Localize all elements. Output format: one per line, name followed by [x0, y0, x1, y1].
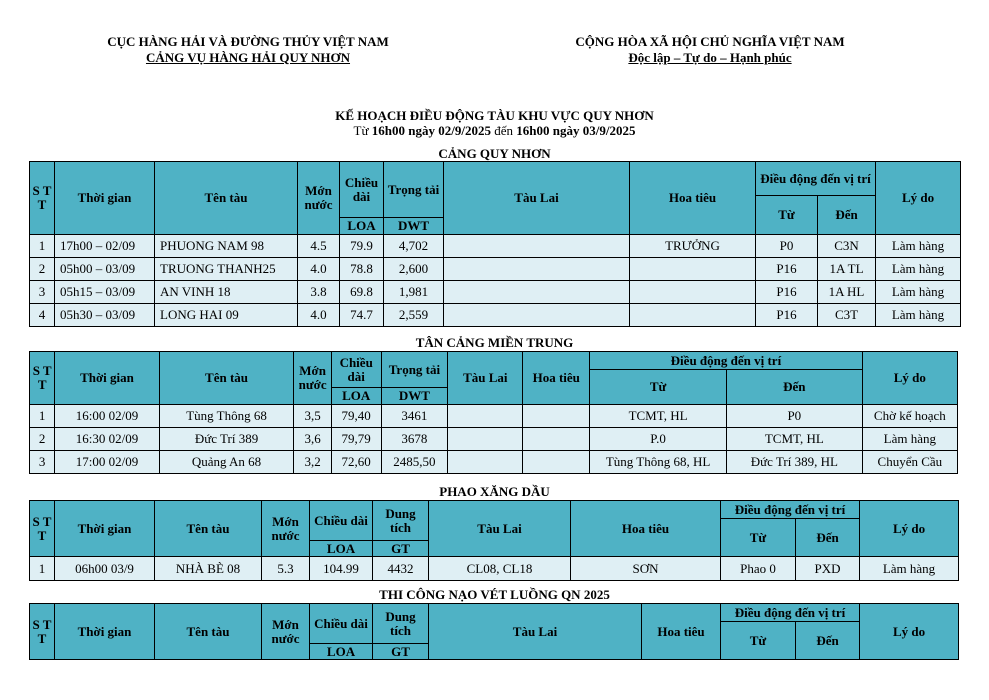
- header-gt: GT: [373, 644, 429, 660]
- cell-from: P16: [756, 281, 818, 304]
- cell-draft: 3,2: [294, 451, 331, 474]
- header-stt: S T T: [30, 501, 55, 557]
- cell-tug: [448, 405, 523, 428]
- cell-draft: 4.0: [298, 258, 340, 281]
- header-ship-name: Tên tàu: [155, 162, 298, 235]
- cell-reason: Làm hàng: [862, 428, 957, 451]
- header-stt: S T T: [30, 604, 55, 660]
- cell-reason: Chuyển Cầu: [862, 451, 957, 474]
- header-capacity: Dung tích: [373, 501, 429, 541]
- header-tug: Tàu Lai: [429, 501, 571, 557]
- cell-draft: 5.3: [262, 557, 310, 581]
- header-reason: Lý do: [876, 162, 961, 235]
- cell-from: Tùng Thông 68, HL: [590, 451, 727, 474]
- cell-dwt: 2485,50: [381, 451, 448, 474]
- cell-time: 17:00 02/09: [55, 451, 159, 474]
- cell-from: P16: [756, 304, 818, 327]
- header-tonnage: Trọng tải: [381, 352, 448, 388]
- cell-from: P.0: [590, 428, 727, 451]
- header-stt: S T T: [30, 352, 55, 405]
- cell-pilot: [630, 258, 756, 281]
- table-tan-cang: [29, 351, 958, 474]
- header-draft: Mớn nước: [262, 501, 310, 557]
- cell-pilot: [523, 428, 590, 451]
- cell-time: 05h00 – 03/09: [55, 258, 155, 281]
- period-start: 16h00 ngày 02/9/2025: [371, 123, 491, 138]
- header-tug: Tàu Lai: [448, 352, 523, 405]
- cell-stt: 2: [30, 258, 55, 281]
- cell-dwt: 4,702: [384, 235, 444, 258]
- header-tonnage: Trọng tải: [384, 162, 444, 218]
- header-to: Đến: [818, 196, 876, 235]
- header-to: Đến: [726, 370, 862, 405]
- plan-period: [0, 123, 989, 138]
- header-length: Chiều dài: [310, 501, 373, 541]
- header-from: Từ: [721, 622, 796, 660]
- header-reason: Lý do: [862, 352, 957, 405]
- cell-dwt: 1,981: [384, 281, 444, 304]
- table-phao-xang-dau: [29, 500, 959, 581]
- cell-draft: 3,5: [294, 405, 331, 428]
- cell-tug: [448, 428, 523, 451]
- cell-loa: 79.9: [340, 235, 384, 258]
- cell-pilot: [630, 304, 756, 327]
- header-dwt: DWT: [384, 218, 444, 235]
- cell-stt: 2: [30, 428, 55, 451]
- cell-pilot: [630, 281, 756, 304]
- table-row: [30, 428, 958, 451]
- header-time: Thời gian: [55, 352, 159, 405]
- cell-pilot: [523, 405, 590, 428]
- cell-stt: 4: [30, 304, 55, 327]
- cell-to: C3T: [818, 304, 876, 327]
- cell-reason: Chờ kế hoạch: [862, 405, 957, 428]
- header-gt: GT: [373, 541, 429, 557]
- cell-tug: [444, 235, 630, 258]
- cell-to: P0: [726, 405, 862, 428]
- cell-time: 06h00 03/9: [55, 557, 155, 581]
- cell-tug: [448, 451, 523, 474]
- header-tug: Tàu Lai: [429, 604, 642, 660]
- header-capacity: Dung tích: [373, 604, 429, 644]
- cell-draft: 4.0: [298, 304, 340, 327]
- header-length: Chiều dài: [340, 162, 384, 218]
- section-title-phao-xang-dau: PHAO XĂNG DẦU: [439, 484, 550, 499]
- header-pilot: Hoa tiêu: [523, 352, 590, 405]
- cell-dwt: 3678: [381, 428, 448, 451]
- header-pilot: Hoa tiêu: [630, 162, 756, 235]
- header-draft: Mớn nước: [298, 162, 340, 235]
- cell-time: 17h00 – 02/09: [55, 235, 155, 258]
- cell-to: 1A TL: [818, 258, 876, 281]
- cell-draft: 3.8: [298, 281, 340, 304]
- header-loa: LOA: [340, 218, 384, 235]
- header-reason: Lý do: [860, 501, 959, 557]
- cell-loa: 78.8: [340, 258, 384, 281]
- cell-loa: 79,79: [331, 428, 381, 451]
- header-time: Thời gian: [55, 604, 155, 660]
- cell-to: TCMT, HL: [726, 428, 862, 451]
- header-length: Chiều dài: [331, 352, 381, 388]
- header-reason: Lý do: [860, 604, 959, 660]
- cell-dwt: 3461: [381, 405, 448, 428]
- cell-pilot: [523, 451, 590, 474]
- cell-reason: Làm hàng: [876, 281, 961, 304]
- country-name: CỘNG HÒA XÃ HỘI CHỦ NGHĨA VIỆT NAM: [575, 34, 845, 49]
- period-prefix: Từ: [353, 123, 369, 138]
- cell-ship-name: NHÀ BÈ 08: [155, 557, 262, 581]
- table-row: [30, 235, 961, 258]
- header-pilot: Hoa tiêu: [571, 501, 721, 557]
- cell-from: TCMT, HL: [590, 405, 727, 428]
- cell-tug: [444, 281, 630, 304]
- cell-to: 1A HL: [818, 281, 876, 304]
- cell-ship-name: LONG HAI 09: [155, 304, 298, 327]
- cell-to: PXD: [796, 557, 860, 581]
- cell-stt: 3: [30, 281, 55, 304]
- port-authority-name: CẢNG VỤ HÀNG HẢI QUY NHƠN: [145, 50, 351, 65]
- cell-loa: 104.99: [310, 557, 373, 581]
- header-dwt: DWT: [381, 388, 448, 405]
- header-ship-name: Tên tàu: [155, 604, 262, 660]
- header-move-to: Điều động đến vị trí: [756, 162, 876, 196]
- header-draft: Mớn nước: [294, 352, 331, 405]
- cell-stt: 1: [30, 557, 55, 581]
- cell-to: C3N: [818, 235, 876, 258]
- header-from: Từ: [590, 370, 727, 405]
- cell-stt: 3: [30, 451, 55, 474]
- cell-ship-name: TRUONG THANH25: [155, 258, 298, 281]
- table-quy-nhon: [29, 161, 961, 327]
- header-tug: Tàu Lai: [444, 162, 630, 235]
- cell-dwt: 2,559: [384, 304, 444, 327]
- cell-ship-name: AN VINH 18: [155, 281, 298, 304]
- cell-time: 16:30 02/09: [55, 428, 159, 451]
- table-row: [30, 281, 961, 304]
- cell-from: Phao 0: [721, 557, 796, 581]
- period-end: 16h00 ngày 03/9/2025: [516, 123, 636, 138]
- header-stt: S T T: [30, 162, 55, 235]
- cell-stt: 1: [30, 235, 55, 258]
- header-to: Đến: [796, 519, 860, 557]
- header-move-to: Điều động đến vị trí: [721, 501, 860, 519]
- cell-pilot: TRƯỞNG: [630, 235, 756, 258]
- section-title-quy-nhon: CẢNG QUY NHƠN: [438, 146, 551, 161]
- cell-ship-name: Đức Trí 389: [159, 428, 294, 451]
- cell-time: 05h15 – 03/09: [55, 281, 155, 304]
- header-draft: Mớn nước: [262, 604, 310, 660]
- cell-reason: Làm hàng: [876, 304, 961, 327]
- agency-name: CỤC HÀNG HẢI VÀ ĐƯỜNG THỦY VIỆT NAM: [107, 34, 389, 49]
- header-length: Chiều dài: [310, 604, 373, 644]
- header-from: Từ: [721, 519, 796, 557]
- cell-stt: 1: [30, 405, 55, 428]
- header-loa: LOA: [310, 644, 373, 660]
- header-loa: LOA: [331, 388, 381, 405]
- national-motto: Độc lập – Tự do – Hạnh phúc: [628, 50, 792, 65]
- cell-ship-name: PHUONG NAM 98: [155, 235, 298, 258]
- header-ship-name: Tên tàu: [155, 501, 262, 557]
- cell-draft: 3,6: [294, 428, 331, 451]
- national-header: [530, 34, 890, 66]
- table-thi-cong: [29, 603, 959, 660]
- cell-from: P16: [756, 258, 818, 281]
- cell-reason: Làm hàng: [876, 258, 961, 281]
- cell-reason: Làm hàng: [860, 557, 959, 581]
- cell-ship-name: Quảng An 68: [159, 451, 294, 474]
- cell-to: Đức Trí 389, HL: [726, 451, 862, 474]
- table-row: [30, 405, 958, 428]
- cell-loa: 79,40: [331, 405, 381, 428]
- period-middle: đến: [494, 123, 514, 138]
- table-row: [30, 451, 958, 474]
- header-to: Đến: [796, 622, 860, 660]
- cell-loa: 74.7: [340, 304, 384, 327]
- cell-tug: [444, 304, 630, 327]
- section-title-tan-cang: TÂN CẢNG MIỀN TRUNG: [415, 335, 574, 350]
- cell-dwt: 2,600: [384, 258, 444, 281]
- header-ship-name: Tên tàu: [159, 352, 294, 405]
- cell-loa: 72,60: [331, 451, 381, 474]
- cell-draft: 4.5: [298, 235, 340, 258]
- cell-gt: 4432: [373, 557, 429, 581]
- cell-tug: CL08, CL18: [429, 557, 571, 581]
- table-row: [30, 304, 961, 327]
- section-title-thi-cong: THI CÔNG NẠO VÉT LUỒNG QN 2025: [379, 587, 610, 602]
- cell-reason: Làm hàng: [876, 235, 961, 258]
- header-pilot: Hoa tiêu: [642, 604, 721, 660]
- header-from: Từ: [756, 196, 818, 235]
- cell-loa: 69.8: [340, 281, 384, 304]
- cell-ship-name: Tùng Thông 68: [159, 405, 294, 428]
- cell-from: P0: [756, 235, 818, 258]
- cell-time: 16:00 02/09: [55, 405, 159, 428]
- header-move-to: Điều động đến vị trí: [590, 352, 863, 370]
- cell-time: 05h30 – 03/09: [55, 304, 155, 327]
- agency-header: [78, 34, 418, 66]
- table-row: [30, 557, 959, 581]
- header-move-to: Điều động đến vị trí: [721, 604, 860, 622]
- table-row: [30, 258, 961, 281]
- cell-pilot: SƠN: [571, 557, 721, 581]
- header-loa: LOA: [310, 541, 373, 557]
- header-time: Thời gian: [55, 501, 155, 557]
- cell-tug: [444, 258, 630, 281]
- plan-title: KẾ HOẠCH ĐIỀU ĐỘNG TÀU KHU VỰC QUY NHƠN: [335, 108, 654, 123]
- header-time: Thời gian: [55, 162, 155, 235]
